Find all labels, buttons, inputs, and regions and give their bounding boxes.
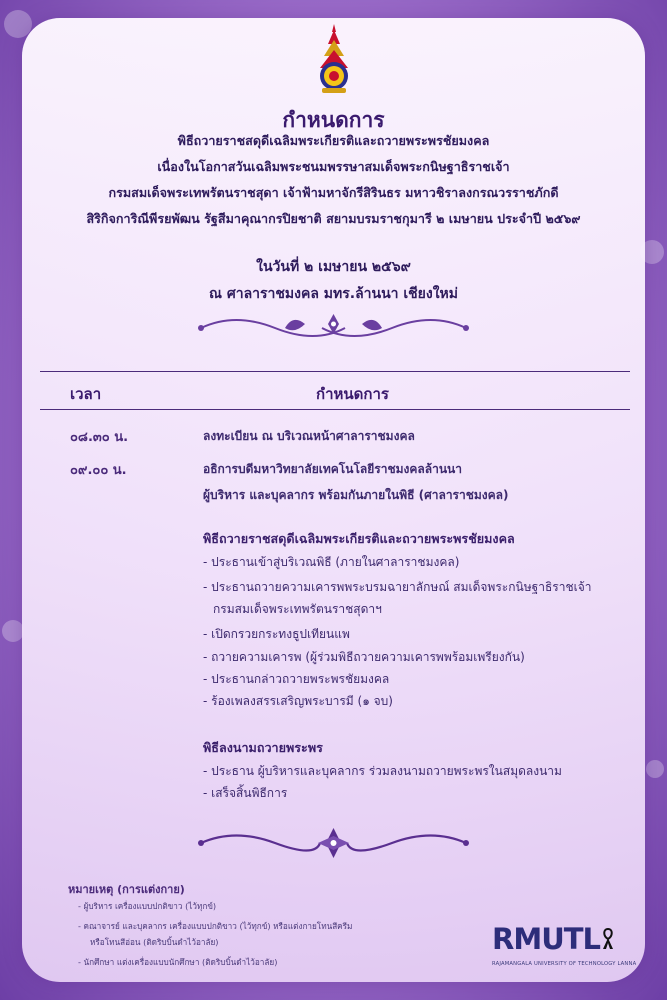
headline-line: พิธีถวายราชสดุดีเฉลิมพระเกียรติและถวายพระพรชัยมงคล (177, 133, 490, 148)
note-item: - คณาจารย์ และบุคลากร เครื่องแบบปกติขาว (ไว้ทุกข์) หรือแต่งกายโทนสีครีม (78, 921, 353, 931)
list-item: - เปิดกรวยกระทงธูปเทียนแพ (203, 627, 350, 641)
schedule-item: ลงทะเบียน ณ บริเวณหน้าศาลาราชมงคล (203, 429, 415, 443)
bokeh-light (646, 760, 664, 778)
rmutl-logo (492, 922, 637, 976)
schedule-item: ผู้บริหาร และบุคลากร พร้อมกันภายในพิธี (ศาลาราชมงคล) (203, 488, 509, 502)
time-slot: ๐๙.๐๐ น. (70, 463, 127, 478)
table-bottom-rule (40, 409, 630, 410)
list-item: - ประธานเข้าสู่บริเวณพิธี (ภายในศาลาราชมงคล) (203, 555, 460, 569)
notes-title: หมายเหตุ (การแต่งกาย) (68, 883, 185, 896)
university-emblem-icon (316, 22, 352, 96)
list-item: - ร้องเพลงสรรเสริญพระบารมี (๑ จบ) (203, 694, 393, 708)
list-item: - ประธาน ผู้บริหารและบุคลากร ร่วมลงนามถวายพระพรในสมุดลงนาม (203, 764, 562, 778)
list-item: - ประธานกล่าวถวายพระพรชัยมงคล (203, 672, 390, 686)
rmutl-wordmark: RMUTL (492, 922, 600, 956)
event-venue: ณ ศาลาราชมงคล มทร.ล้านนา เชียงใหม่ (208, 286, 459, 302)
bokeh-light (2, 620, 24, 642)
time-slot: ๐๘.๓๐ น. (70, 430, 129, 445)
ornament-divider-icon (195, 826, 472, 860)
section-title: พิธีถวายราชสดุดีเฉลิมพระเกียรติและถวายพระพรชัยมงคล (203, 531, 515, 546)
mourning-ribbon-icon (602, 928, 614, 950)
note-item: - ผู้บริหาร เครื่องแบบปกติขาว (ไว้ทุกข์) (78, 901, 217, 911)
event-date: ในวันที่ ๒ เมษายน ๒๕๖๙ (256, 259, 411, 275)
list-item: - ประธานถวายความเคารพพระบรมฉายาลักษณ์ สมเด็จพระกนิษฐาธิราชเจ้า (203, 580, 592, 594)
headline-line: กรมสมเด็จพระเทพรัตนราชสุดา เจ้าฟ้ามหาจักรีสิรินธร มหาวชิราลงกรณวรราชภักดี (108, 185, 559, 200)
page-title: กำหนดการ (282, 108, 385, 132)
list-item: กรมสมเด็จพระเทพรัตนราชสุดาฯ (213, 602, 382, 616)
note-item: - นักศึกษา แต่งเครื่องแบบนักศึกษา (ติดริบบิ้นดำไว้อาลัย) (78, 957, 278, 967)
ornament-divider-icon (195, 308, 472, 342)
headline-line: สิริกิจการิณีพีรยพัฒน รัฐสีมาคุณากรปิยชาติ สยามบรมราชกุมารี ๒ เมษายน ประจำปี ๒๕๖๙ (86, 211, 581, 226)
note-item: หรือโทนสีอ่อน (ติดริบบิ้นดำไว้อาลัย) (90, 937, 219, 947)
column-header-time: เวลา (70, 385, 102, 403)
section-title: พิธีลงนามถวายพระพร (203, 740, 323, 755)
table-top-rule (40, 371, 630, 372)
headline-line: เนื่องในโอกาสวันเฉลิมพระชนมพรรษาสมเด็จพระกนิษฐาธิราชเจ้า (157, 159, 510, 174)
list-item: - เสร็จสิ้นพิธีการ (203, 786, 288, 800)
column-header-schedule: กำหนดการ (316, 385, 389, 403)
schedule-item: อธิการบดีมหาวิทยาลัยเทคโนโลยีราชมงคลล้านนา (203, 462, 462, 476)
list-item: - ถวายความเคารพ (ผู้ร่วมพิธีถวายความเคารพพร้อมเพรียงกัน) (203, 650, 525, 664)
rmutl-tagline: RAJAMANGALA UNIVERSITY OF TECHNOLOGY LANNA (492, 961, 637, 967)
